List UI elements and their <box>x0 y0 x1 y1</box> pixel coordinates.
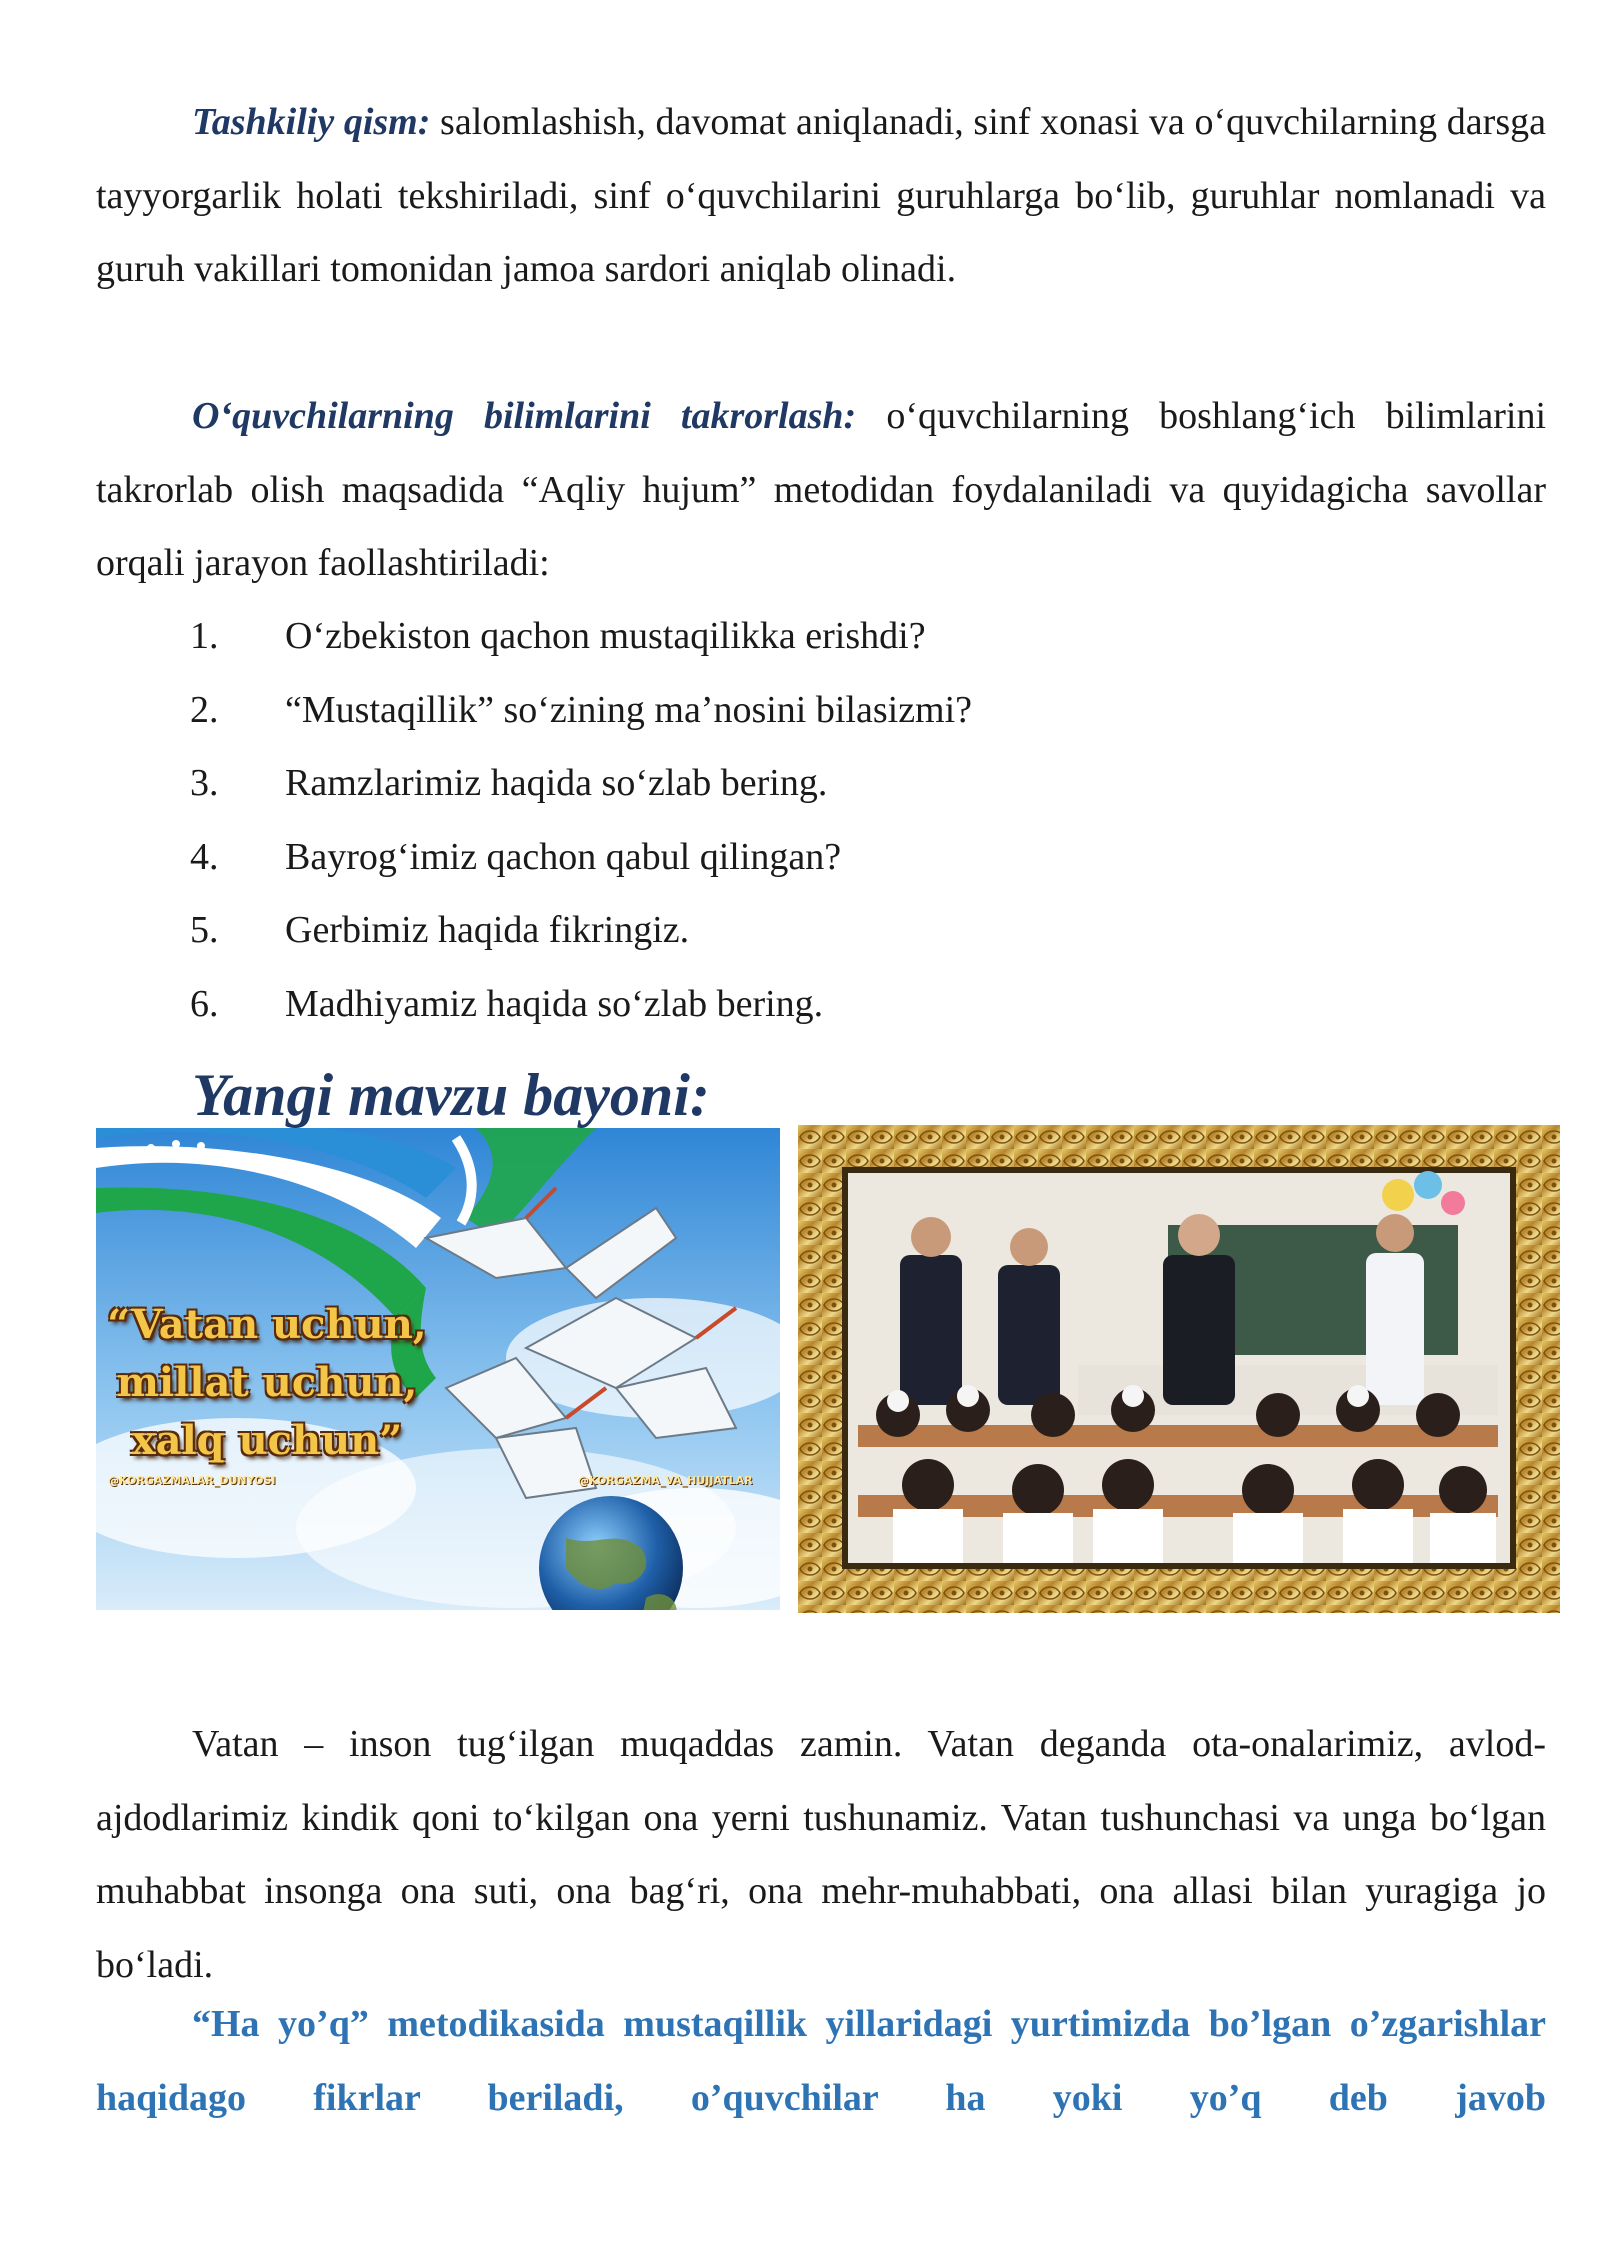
list-item-text: “Mustaqillik” so‘zining ma’nosini bilasizmi? <box>285 688 973 731</box>
organizational-part-lead: Tashkiliy qism: <box>192 101 431 143</box>
list-item-number: 4. <box>190 835 219 878</box>
list-item <box>190 674 1490 748</box>
review-lead: O‘quvchilarning bilimlarini takrorlash: <box>192 395 857 437</box>
list-item-number: 6. <box>190 982 219 1025</box>
organizational-part-text: salomlashish, davomat aniqlanadi, sinf xonasi va o‘quvchilarning darsga tayyorgarlik holati tekshiriladi, sinf o‘quvchilarini guruhlarga bo‘lib, guruhlar nomlanadi va guruh vakillari tomonidan jamoa sardori aniqlab olinadi. <box>96 101 1546 290</box>
list-item <box>190 894 1490 968</box>
list-item-number: 5. <box>190 909 219 951</box>
list-item <box>190 968 1490 1042</box>
review-paragraph <box>96 380 1546 601</box>
list-item-number: 1. <box>190 615 219 657</box>
poster-slogan-line: millat uchun, <box>116 1359 418 1406</box>
list-item-text: O‘zbekiston qachon mustaqilikka erishdi? <box>285 615 926 657</box>
list-item <box>190 821 1490 895</box>
list-item-text: Madhiyamiz haqida so‘zlab bering. <box>285 982 824 1025</box>
list-item-number: 3. <box>190 762 219 804</box>
homeland-paragraph: Vatan – inson tug‘ilgan muqaddas zamin. Vatan deganda ota-onalarimiz, avlod-ajdodlarimiz kindik qoni to‘kilgan ona yerni tushunamiz. Vatan tushunchasi va unga bo‘lgan muhabbat insonga ona suti, ona bag‘ri, ona mehr-muhabbati, ona allasi bilan yuragiga jo bo‘ladi. <box>96 1723 1546 1986</box>
independence-poster-image <box>96 1128 780 1610</box>
yes-no-method-paragraph: “Ha yo’q” metodikasida mustaqillik yillaridagi yurtimizda bo’lgan o’zgarishlar haqidago fikrlar beriladi, o’quvchilar ha yoki yo’q deb javob <box>96 2003 1546 2119</box>
list-item-number: 2. <box>190 688 219 731</box>
poster-watermark-left: @KORGAZMALAR_DUNYOSI <box>108 1474 276 1487</box>
section-heading: Yangi mavzu bayoni: <box>192 1062 710 1128</box>
list-item <box>190 600 1490 674</box>
poster-slogan-line: xalq uchun” <box>131 1417 403 1464</box>
photo-watermark: MATBUOT <box>1438 1552 1494 1563</box>
poster-watermark-right: @KORGAZMA_VA_HUJJATLAR <box>578 1474 753 1487</box>
list-item <box>190 747 1490 821</box>
list-item-text: Bayrog‘imiz qachon qabul qilingan? <box>285 835 842 878</box>
classroom-photo-image <box>798 1125 1560 1613</box>
classroom-photo-illustration <box>798 1125 1560 1613</box>
organizational-part-paragraph <box>96 86 1546 307</box>
question-list <box>190 600 1490 1041</box>
list-item-text: Ramzlarimiz haqida so‘zlab bering. <box>285 762 828 804</box>
poster-slogan <box>102 1296 432 1470</box>
list-item-text: Gerbimiz haqida fikringiz. <box>285 909 690 951</box>
poster-slogan-line: “Vatan uchun, <box>107 1301 427 1348</box>
review-text: o‘quvchilarning boshlang‘ich bilimlarini takrorlab olish maqsadida “Aqliy hujum” metodidan foydalaniladi va quyidagicha savollar orqali jarayon faollashtiriladi: <box>96 395 1546 584</box>
